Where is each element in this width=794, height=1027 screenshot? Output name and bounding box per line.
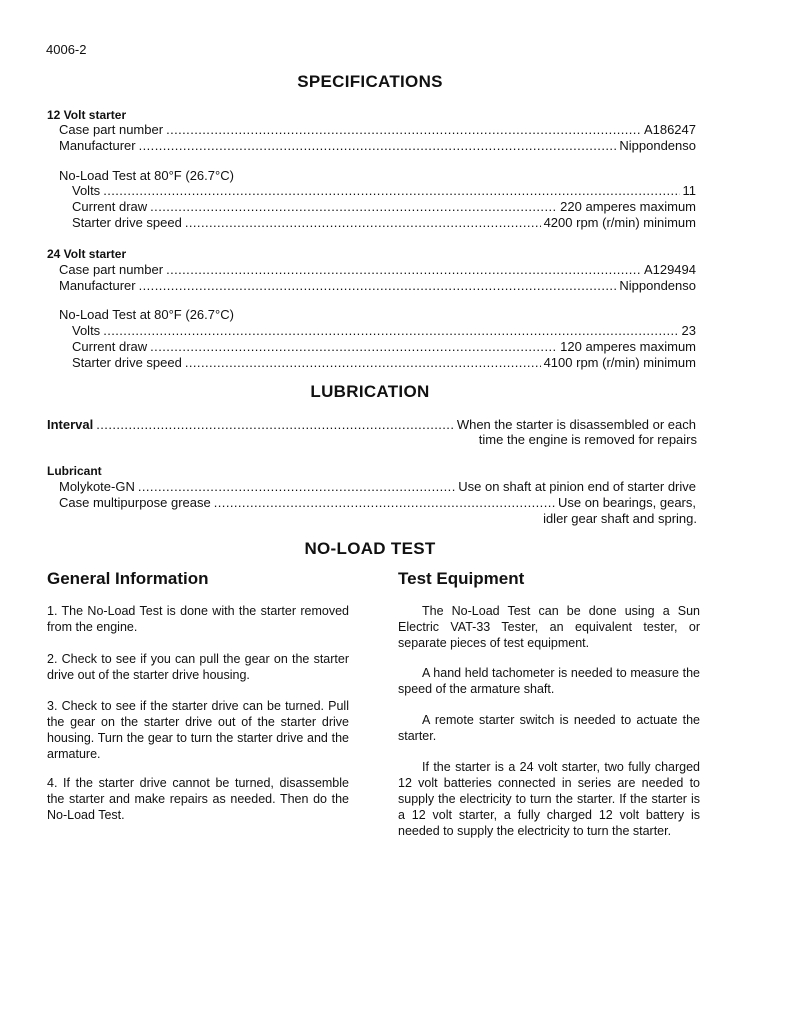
starter24-title: 24 Volt starter [47, 247, 127, 261]
specifications-title: SPECIFICATIONS [297, 72, 443, 91]
interval-row [47, 417, 696, 433]
row-label: Case part number [59, 262, 164, 277]
starter24-case-part-row [59, 262, 696, 278]
grease-row [59, 495, 696, 511]
general-step-4: 4. If the starter drive cannot be turned, disassemble the starter and make repairs as needed. Then do the No-Load Test. [47, 776, 349, 822]
row-value: 120 amperes maximum [560, 339, 696, 354]
row-value: Use on bearings, gears, [557, 495, 696, 510]
equipment-paragraph-1: The No-Load Test can be done using a Sun Electric VAT-33 Tester, an equivalent tester, or separate pieces of test equipment. [398, 604, 700, 650]
test-equipment-heading: Test Equipment [398, 569, 525, 588]
row-label: Case multipurpose grease [59, 495, 211, 510]
starter24-volts-row [72, 323, 696, 339]
row-label: Manufacturer [59, 138, 136, 153]
starter24-speed-row [72, 355, 696, 371]
page-number: 4006-2 [46, 42, 87, 57]
row-value: A129494 [643, 262, 696, 277]
row-value: A186247 [643, 122, 696, 137]
row-label: Manufacturer [59, 278, 136, 293]
no-load-test-title: NO-LOAD TEST [304, 539, 436, 558]
row-label: Current draw [72, 339, 148, 354]
starter12-no-load-header: No-Load Test at 80°F (26.7°C) [59, 168, 234, 183]
starter24-no-load-header: No-Load Test at 80°F (26.7°C) [59, 307, 234, 322]
starter12-case-part-row [59, 122, 696, 138]
starter24-current-row [72, 339, 696, 355]
lubrication-title: LUBRICATION [310, 382, 430, 401]
row-label: Starter drive speed [72, 215, 182, 230]
row-value: Use on shaft at pinion end of starter drive [458, 479, 696, 494]
row-label: Case part number [59, 122, 164, 137]
row-value: Nippondenso [619, 278, 696, 293]
row-label: Interval [47, 417, 94, 432]
general-step-2: 2. Check to see if you can pull the gear on the starter drive out of the starter drive housing. [47, 652, 349, 682]
general-information-heading: General Information [47, 569, 209, 588]
starter12-current-row [72, 199, 696, 215]
row-label: Current draw [72, 199, 148, 214]
row-label: Volts [72, 183, 101, 198]
row-value: 4200 rpm (r/min) minimum [543, 215, 696, 230]
row-value: When the starter is disassembled or each [456, 417, 696, 432]
lubricant-title: Lubricant [47, 464, 102, 478]
general-step-3: 3. Check to see if the starter drive can be turned. Pull the gear on the starter drive out of the starter drive housing. Turn the gear to turn the starter drive and the armature. [47, 699, 349, 761]
starter12-speed-row [72, 215, 696, 231]
starter12-manufacturer-row [59, 138, 696, 154]
row-label: Molykote-GN [59, 479, 135, 494]
row-value: Nippondenso [619, 138, 696, 153]
interval-value-continuation: time the engine is removed for repairs [478, 432, 697, 447]
starter12-title: 12 Volt starter [47, 108, 127, 122]
starter12-volts-row [72, 183, 696, 199]
equipment-paragraph-3: A remote starter switch is needed to actuate the starter. [398, 713, 700, 743]
molykote-row [59, 479, 696, 495]
equipment-paragraph-2: A hand held tachometer is needed to measure the speed of the armature shaft. [398, 666, 700, 696]
grease-value-continuation: idler gear shaft and spring. [543, 511, 697, 526]
row-value: 220 amperes maximum [560, 199, 696, 214]
row-label: Starter drive speed [72, 355, 182, 370]
row-value: 4100 rpm (r/min) minimum [543, 355, 696, 370]
row-value: 23 [681, 323, 696, 338]
equipment-paragraph-4: If the starter is a 24 volt starter, two fully charged 12 volt batteries connected in series are needed to supply the electricity to turn the starter. If the starter is a 12 volt starter, a fully charged 12 volt battery is needed to supply the electricity to turn the starter. [398, 760, 700, 838]
row-value: 11 [682, 183, 696, 198]
starter24-manufacturer-row [59, 278, 696, 294]
general-step-1: 1. The No-Load Test is done with the starter removed from the engine. [47, 604, 349, 634]
row-label: Volts [72, 323, 101, 338]
